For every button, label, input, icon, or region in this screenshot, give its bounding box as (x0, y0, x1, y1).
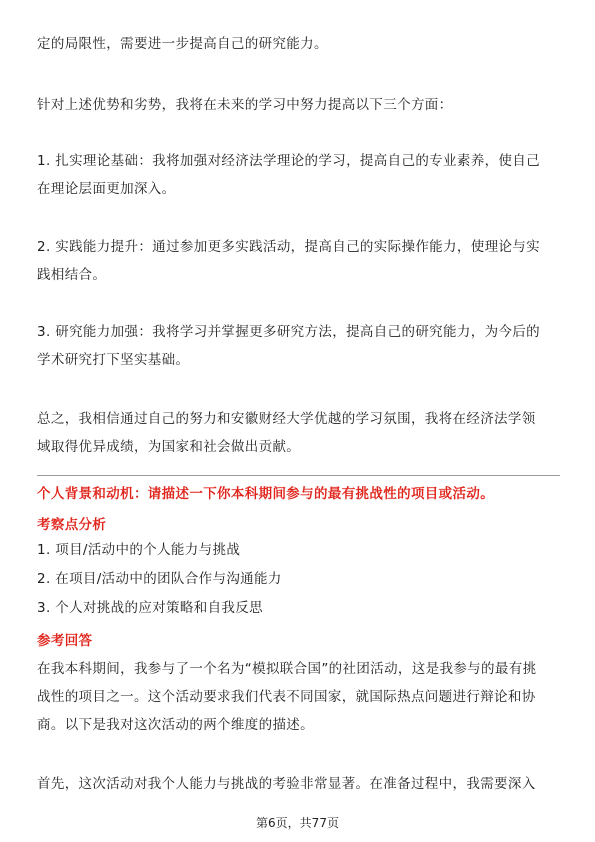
text-line: 3. 研究能力加强：我将学习并掌握更多研究方法，提高自己的研究能力，为今后的 (37, 324, 540, 340)
analysis-item: 3. 个人对挑战的应对策略和自我反思 (37, 600, 263, 616)
text-line: 学术研究打下坚实基础。 (37, 352, 190, 368)
paragraph-theory-foundation (37, 147, 562, 203)
paragraph-answer-first (37, 770, 562, 798)
analysis-item: 1. 项目/活动中的个人能力与挑战 (37, 542, 241, 558)
text-line: 针对上述优势和劣势，我将在未来的学习中努力提高以下三个方面： (37, 97, 453, 113)
text-line: 在我本科期间，我参与了一个名为“模拟联合国”的社团活动，这是我参与的最有挑 (37, 661, 537, 677)
analysis-heading: 考察点分析 (37, 517, 107, 533)
text-line: 2. 实践能力提升：通过参加更多实践活动，提高自己的实际操作能力，使理论与实 (37, 239, 540, 255)
paragraph-research-ability (37, 318, 562, 374)
text-line: 首先，这次活动对我个人能力与挑战的考验非常显著。在准备过程中，我需要深入 (37, 776, 536, 792)
paragraph-practice-ability (37, 233, 562, 289)
interview-question: 个人背景和动机：请描述一下你本科期间参与的最有挑战性的项目或活动。 (37, 486, 495, 502)
text-line: 商。以下是我对这次活动的两个维度的描述。 (37, 717, 314, 733)
analysis-item: 2. 在项目/活动中的团队合作与沟通能力 (37, 571, 282, 587)
text-line: 定的局限性，需要进一步提高自己的研究能力。 (37, 36, 328, 52)
text-line: 总之，我相信通过自己的努力和安徽财经大学优越的学习氛围，我将在经济法学领 (37, 411, 536, 427)
text-line: 践相结合。 (37, 267, 107, 283)
page-number-footer: 第6页，共77页 (256, 816, 339, 830)
section-divider (37, 475, 560, 476)
text-line: 域取得优异成绩，为国家和社会做出贡献。 (37, 439, 301, 455)
text-line: 1. 扎实理论基础：我将加强对经济法学理论的学习，提高自己的专业素养，使自己 (37, 153, 540, 169)
paragraph-improvement-intro (37, 91, 562, 119)
answer-heading: 参考回答 (37, 633, 93, 649)
text-line: 战性的项目之一。这个活动要求我们代表不同国家，就国际热点问题进行辩论和协 (37, 689, 536, 705)
paragraph-conclusion (37, 405, 562, 461)
text-line: 在理论层面更加深入。 (37, 181, 176, 197)
paragraph-answer-intro (37, 655, 562, 739)
paragraph-research-limitation (37, 30, 562, 58)
